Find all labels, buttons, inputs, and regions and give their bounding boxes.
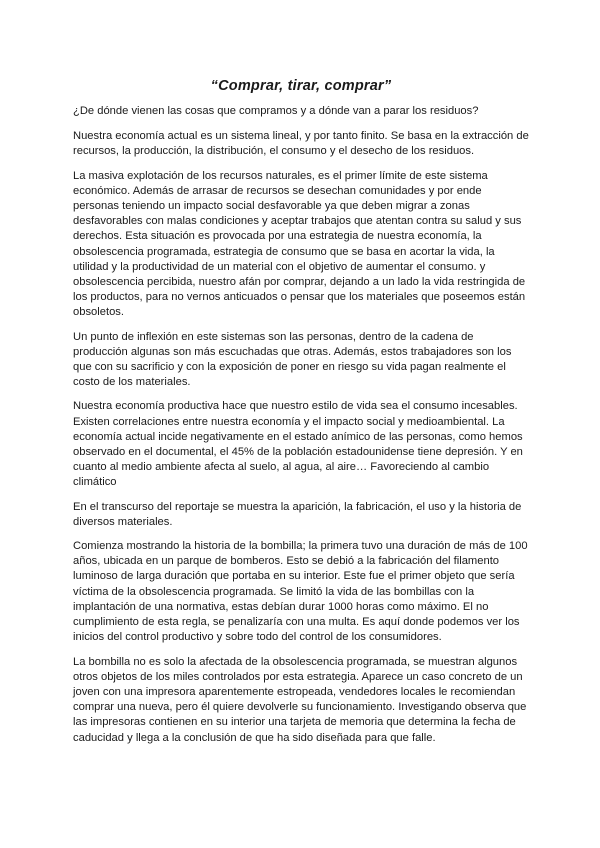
paragraph-light-bulb-history: Comienza mostrando la historia de la bombilla; la primera tuvo una duración de más de 100 años, ubicada en un parque de bomberos. Esto se debió a la fabricación del filamento luminoso de larga duración que portaba en su interior. Este fue el primer objeto que sería víctima de la obsolescencia programada. Se limitó la vida de las bombillas con la implantación de una normativa, estas debían durar 1000 horas como máximo. El no cumplimiento de esta regla, se penalizaría con una multa. Es aquí donde podemos ver los inicios del control productivo y sobre todo del control de los consumidores. — [73, 540, 528, 644]
paragraph-productive-economy: Nuestra economía productiva hace que nuestro estilo de vida sea el consumo incesables. Existen correlaciones entre nuestra economía y el impacto social y medioambiental. La economía actual incide negativamente en el estado anímico de las personas, como hemos observado en el documental, el 45% de la población estadounidense tiene depresión. Y en cuanto al medio ambiente afecta al suelo, al agua, al aire… Favoreciendo al cambio climático — [73, 400, 523, 489]
paragraph-people-inflection: Un punto de inflexión en este sistemas son las personas, dentro de la cadena de producción algunas son más escuchadas que otras. Además, estos trabajadores son los que con su sacrificio y con la exposición de poner en riesgo su vida pagan realmente el costo de los materiales. — [73, 330, 512, 389]
paragraph-report-overview: En el transcurso del reportaje se muestra la aparición, la fabricación, el uso y la historia de diversos materiales. — [73, 500, 522, 528]
paragraph-intro-question: ¿De dónde vienen las cosas que compramos y a dónde van a parar los residuos? — [73, 105, 479, 117]
paragraph-printer-case: La bombilla no es solo la afectada de la obsolescencia programada, se muestran algunos otros objetos de los miles controlados por esta estrategia. Aparece un caso concreto de un joven con una impresora aparentemente estropeada, vendedores locales le recomiendan comprar una nueva, pero él quiere devolverle su funcionamiento. Investigando observa que las impresoras contienen en su interior una tarjeta de memoria que determina la fecha de caducidad y llega a la conclusión de que ha sido diseñada para que falle. — [73, 655, 527, 744]
document-page — [73, 78, 529, 755]
page-title: “Comprar, tirar, comprar” — [210, 78, 392, 94]
paragraph-linear-economy: Nuestra economía actual es un sistema lineal, y por tanto finito. Se basa en la extracción de recursos, la producción, la distribución, el consumo y el desecho de los residuos. — [73, 130, 529, 158]
paragraph-resource-exploitation: La masiva explotación de los recursos naturales, es el primer límite de este sistema económico. Además de arrasar de recursos se desechan comunidades y por ende personas teniendo un impacto social desfavorable ya que deben migrar a zonas desfavorables con malas condiciones y aceptar trabajos que atentan contra su salud y sus derechos. Esta situación es provocada por una estrategia de nuestra economía, la obsolescencia programada, estrategia de consumo que se basa en acortar la vida, la utilidad y la productividad de un material con el objetivo de aumentar el consumo. y obsolescencia percibida, nuestro afán por comprar, dejando a un lado la vida restringida de los productos, para no vernos anticuados o pensar que los materiales que poseemos están obsoletos. — [73, 169, 526, 319]
